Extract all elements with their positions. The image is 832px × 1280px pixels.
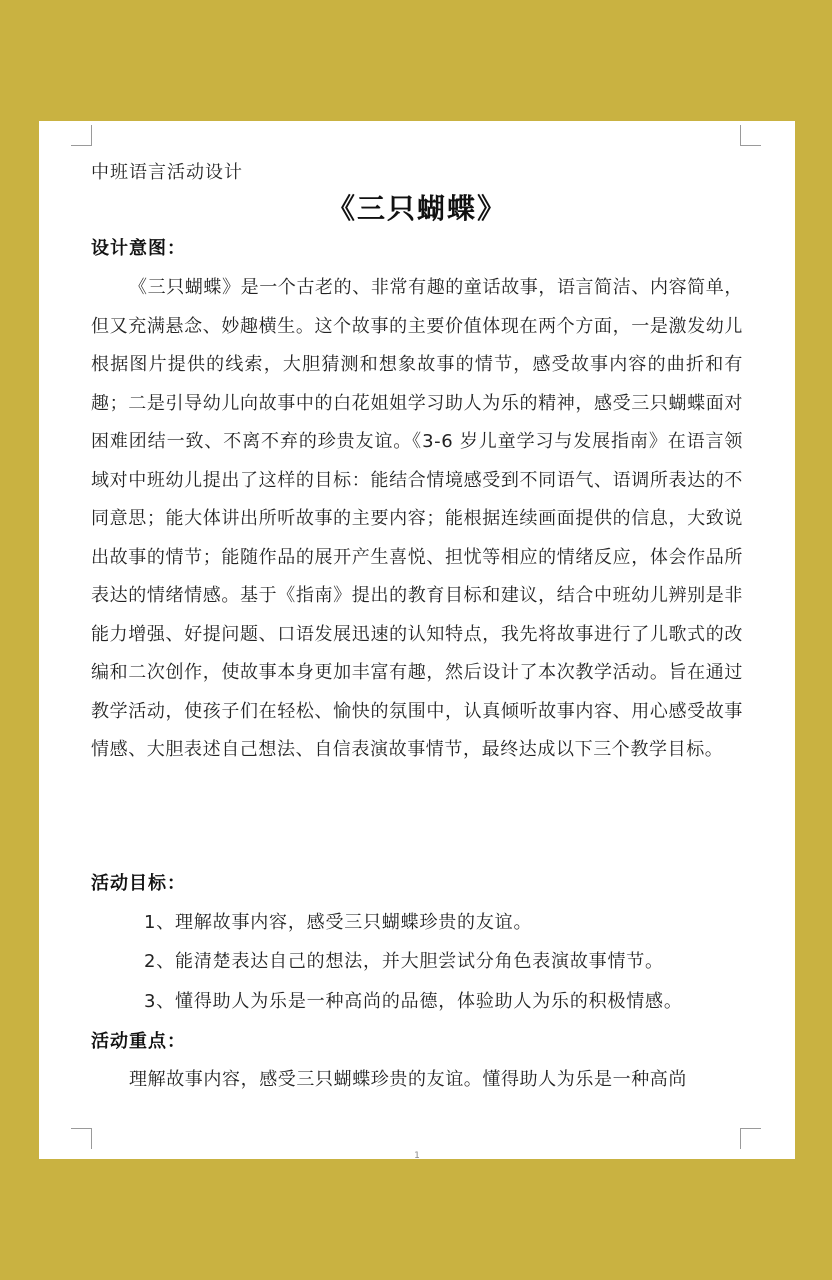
crop-mark-top-left [71,125,92,146]
document-page [39,121,795,1159]
document-subtitle: 中班语言活动设计 [91,162,243,183]
focus-paragraph: 理解故事内容，感受三只蝴蝶珍贵的友谊。懂得助人为乐是一种高尚 [129,1069,687,1090]
goal-item-2: 2、能清楚表达自己的想法，并大胆尝试分角色表演故事情节。 [144,951,664,972]
crop-mark-top-right [740,125,761,146]
goal-item-3: 3、懂得助人为乐是一种高尚的品德，体验助人为乐的积极情感。 [144,991,683,1012]
crop-mark-bottom-left [71,1128,92,1149]
goal-item-1: 1、理解故事内容，感受三只蝴蝶珍贵的友谊。 [144,912,533,933]
document-title: 《三只蝴蝶》 [326,192,507,225]
crop-mark-bottom-right [740,1128,761,1149]
focus-heading: 活动重点： [91,1031,186,1052]
intent-paragraph: 《三只蝴蝶》是一个古老的、非常有趣的童话故事，语言简洁、内容简单，但又充满悬念、妙趣横生。这个故事的主要价值体现在两个方面，一是激发幼儿根据图片提供的线索，大胆猜测和想象故事的情节，感受故事内容的曲折和有趣；二是引导幼儿向故事中的白花姐姐学习助人为乐的精神，感受三只蝴蝶面对困难团结一致、不离不弃的珍贵友谊。《3-6 岁儿童学习与发展指南》在语言领域对中班幼儿提出了这样的目标：能结合情境感受到不同语气、语调所表达的不同意思；能大体讲出所听故事的主要内容；能根据连续画面提供的信息，大致说出故事的情节；能随作品的展开产生喜悦、担忧等相应的情绪反应，体会作品所表达的情绪情感。基于《指南》提出的教育目标和建议，结合中班幼儿辨别是非能力增强、好提问题、口语发展迅速的认知特点，我先将故事进行了儿歌式的改编和二次创作，使故事本身更加丰富有趣，然后设计了本次教学活动。旨在通过教学活动，使孩子们在轻松、愉快的氛围中，认真倾听故事内容、用心感受故事情感、大胆表述自己想法、自信表演故事情节，最终达成以下三个教学目标。 [91,277,743,760]
intent-heading: 设计意图： [91,238,186,259]
page-number: 1 [414,1151,420,1161]
goals-heading: 活动目标： [91,873,186,894]
